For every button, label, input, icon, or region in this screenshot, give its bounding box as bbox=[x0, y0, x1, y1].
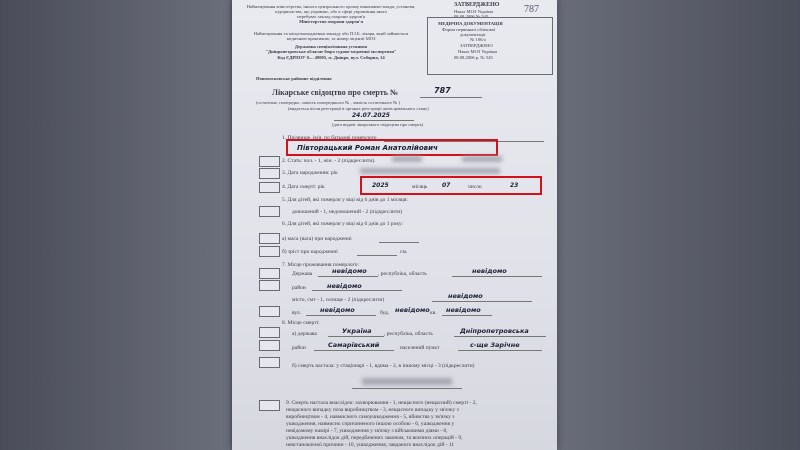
underline bbox=[442, 315, 492, 316]
certificate-number: 787 bbox=[434, 86, 451, 95]
residence-district: невідомо bbox=[327, 282, 362, 290]
field-6-label: 6. Для дітей, які померли у віці від 6 днів до 1 року: bbox=[282, 221, 404, 227]
field-8-district-label: район bbox=[292, 345, 306, 351]
field-4-label: 4. Дата смерті: рік bbox=[282, 184, 325, 190]
header-line: підприємства, що управляє, або в сфері управління якого bbox=[275, 9, 387, 14]
underline bbox=[458, 350, 542, 351]
field-5-label: 5. Для дітей, які померли у віці від 6 днів до 1 місяця: bbox=[282, 197, 408, 203]
redacted-area bbox=[392, 156, 422, 162]
header-line: Найменування міністерства, іншого центрального органу виконавчої влади, установи, bbox=[246, 4, 416, 9]
death-year: 2025 bbox=[372, 182, 389, 189]
field-7-flat-label: кв. bbox=[430, 310, 437, 316]
field-9-line: невстановленої причини - 10, ушкодження, завданого внаслідок дій - 11 bbox=[286, 442, 455, 448]
field-8-code-box-2[interactable] bbox=[259, 340, 280, 351]
underline bbox=[312, 290, 402, 291]
approved-line: 08.08.2006 № 545 bbox=[454, 14, 489, 19]
medical-doc-line: документації bbox=[460, 32, 486, 37]
field-7-state-label: Держава bbox=[292, 271, 313, 277]
org-line: "Дніпропетровське обласне бюро судово-медичної експертизи" bbox=[265, 49, 397, 54]
redacted-area bbox=[462, 156, 502, 162]
redacted-area bbox=[362, 378, 452, 385]
field-8-code-box-1[interactable] bbox=[259, 327, 280, 338]
field-9-line: ушкодження внаслідок дій, передбачених законом, та воєнних операцій - 9, bbox=[286, 435, 463, 441]
underline bbox=[357, 255, 397, 256]
medical-doc-line: Наказ МОЗ України bbox=[458, 49, 497, 54]
redacted-area bbox=[360, 168, 500, 174]
underline bbox=[318, 276, 378, 277]
death-place-state: Україна bbox=[342, 327, 372, 335]
field-7-republic-label: , республіка, область bbox=[378, 271, 427, 277]
death-day: 23 bbox=[510, 182, 519, 189]
field-2-code-box[interactable] bbox=[259, 156, 280, 167]
org-line: Найменування та місцезнаходження закладу або П.І.Б. лікаря, який займається bbox=[253, 31, 409, 36]
approved-label: ЗАТВЕРДЖЕНО bbox=[454, 2, 500, 8]
department-label: Новомосковське районне відділення bbox=[256, 76, 332, 81]
field-3-code-box[interactable] bbox=[259, 168, 280, 179]
field-9-line: виробництвом - 4, навмисного самоушкодження - 5, вбивства у зв'язку з bbox=[286, 414, 455, 420]
death-month-label: місяць bbox=[412, 184, 428, 190]
date-highlight-frame bbox=[360, 176, 542, 195]
field-5-code-box[interactable] bbox=[259, 206, 280, 217]
header-line: Міністерство охорони здоров'я bbox=[299, 19, 363, 24]
field-8-settlement-label: населений пункт bbox=[400, 345, 440, 351]
field-6b-label: б) зріст при народженні bbox=[282, 249, 338, 255]
field-8b-code-box[interactable] bbox=[259, 357, 280, 368]
medical-doc-line: ЗАТВЕРДЖЕНО bbox=[460, 43, 493, 48]
residence-city: невідомо bbox=[448, 292, 483, 300]
medical-doc-line: № 106/о bbox=[470, 37, 486, 42]
underline bbox=[452, 276, 542, 277]
certificate-title: Лікарське свідоцтво про смерть № bbox=[272, 88, 398, 97]
background-left bbox=[0, 0, 230, 450]
form-number: 787 bbox=[524, 4, 539, 15]
field-7-street-label: вул. bbox=[292, 310, 302, 316]
death-day-label: число bbox=[468, 184, 482, 190]
field-9-line: нещасного випадку поза виробництвом - 3, нещасного випадку у зв'язку з bbox=[286, 407, 459, 413]
org-line: Код ЄДРПОУ 0.... 49005, м. Дніпро, вул. Соборна, 14 bbox=[277, 55, 385, 60]
org-line: Державна спеціалізована установа bbox=[294, 44, 368, 49]
field-7-label: 7. Місце проживання померлого: bbox=[282, 262, 360, 268]
medical-doc-title: МЕДИЧНА ДОКУМЕНТАЦІЯ bbox=[438, 21, 503, 26]
field-9-line: 9. Смерть настала внаслідок: захворювання - 1, нещасного (нещасний) смерті - 2, bbox=[286, 400, 477, 406]
medical-doc-line: Форма первинної облікової bbox=[442, 27, 496, 32]
approved-line: Наказ МОЗ України bbox=[454, 9, 493, 14]
org-line: медичною практикою, та номер ліцензії МОЗ bbox=[286, 36, 376, 41]
certificate-subtitle: (остаточне, попереднє, замість попереднього № , замість остаточного № ) bbox=[256, 100, 401, 105]
underline bbox=[334, 120, 414, 121]
field-7-city-label: місто, смт - 1, селище - 2 (підкреслити) bbox=[292, 297, 385, 303]
field-2-label: 2. Стать: чол. - 1, жін. - 2 (підкреслити). bbox=[282, 158, 376, 164]
residence-flat: невідомо bbox=[446, 306, 481, 314]
deceased-name: Півторацький Роман Анатолійович bbox=[297, 144, 438, 152]
field-9-line: ушкодження, навмисно спричиненого іншою особою - 6, ушкодження у bbox=[286, 421, 455, 427]
death-place-region: Дніпропетровська bbox=[460, 327, 529, 335]
underline bbox=[379, 242, 419, 243]
underline bbox=[432, 301, 532, 302]
underline bbox=[454, 336, 546, 337]
field-7-house-label: буд. bbox=[380, 310, 390, 316]
certificate-subtitle: (видається після реєстрації в органах реєстрації актів цивільного стану) bbox=[288, 106, 429, 111]
field-8b-label: б) смерть настала: у стаціонарі - 1, вдома - 2, в іншому місці - 3 (підкреслити) bbox=[292, 363, 475, 369]
field-6a-code-box[interactable] bbox=[259, 233, 280, 244]
field-3-label: 3. Дата народження: рік bbox=[282, 170, 338, 176]
field-8-republic-label: , республіка, область bbox=[384, 331, 433, 337]
residence-street: невідомо bbox=[320, 306, 355, 314]
field-7-code-box-2[interactable] bbox=[259, 280, 280, 291]
name-highlight-frame bbox=[286, 139, 498, 156]
underline bbox=[420, 97, 482, 98]
death-certificate-document bbox=[232, 0, 557, 450]
background-right bbox=[550, 0, 800, 450]
underline bbox=[306, 315, 376, 316]
field-7-code-box-3[interactable] bbox=[259, 306, 280, 317]
field-9-code-box[interactable] bbox=[259, 400, 280, 411]
death-month: 07 bbox=[442, 182, 451, 189]
field-8-label: 8. Місце смерті: bbox=[282, 320, 320, 326]
field-6b-code-box[interactable] bbox=[259, 246, 280, 257]
field-4-code-box[interactable] bbox=[259, 182, 280, 193]
underline bbox=[314, 350, 394, 351]
field-6b-unit: см. bbox=[400, 249, 408, 255]
death-place-settlement: с-ще Зарічне bbox=[470, 341, 520, 349]
field-7-district-label: район bbox=[292, 285, 306, 291]
field-5-sub: доношений - 1, недоношений - 2 (підкреслити) bbox=[292, 209, 403, 215]
medical-doc-line: 08.08.2006 р. № 545 bbox=[454, 55, 493, 60]
issue-date: 24.07.2025 bbox=[352, 112, 390, 119]
residence-region: невідомо bbox=[472, 267, 507, 275]
underline bbox=[352, 388, 462, 389]
death-place-district: Самарівський bbox=[328, 341, 380, 349]
field-6a-label: а) маса (вага) при народженні bbox=[282, 236, 352, 242]
field-1-label: 1. Прізвище, ім'я, по батькові померлого bbox=[282, 135, 377, 141]
residence-house: невідомо bbox=[395, 306, 430, 314]
header-line: перебуває заклад охорони здоров'я bbox=[297, 14, 365, 19]
field-9-line: невідомому намірі - 7, ушкодження у зв'язку з військовими діями - 8, bbox=[286, 428, 448, 434]
underline bbox=[328, 336, 384, 337]
field-7-code-box-1[interactable] bbox=[259, 268, 280, 279]
field-8-state-label: а) держава bbox=[292, 331, 317, 337]
issue-date-caption: (дата видачі лікарського свідоцтва про смерть) bbox=[332, 122, 424, 127]
residence-state: невідомо bbox=[332, 267, 367, 275]
